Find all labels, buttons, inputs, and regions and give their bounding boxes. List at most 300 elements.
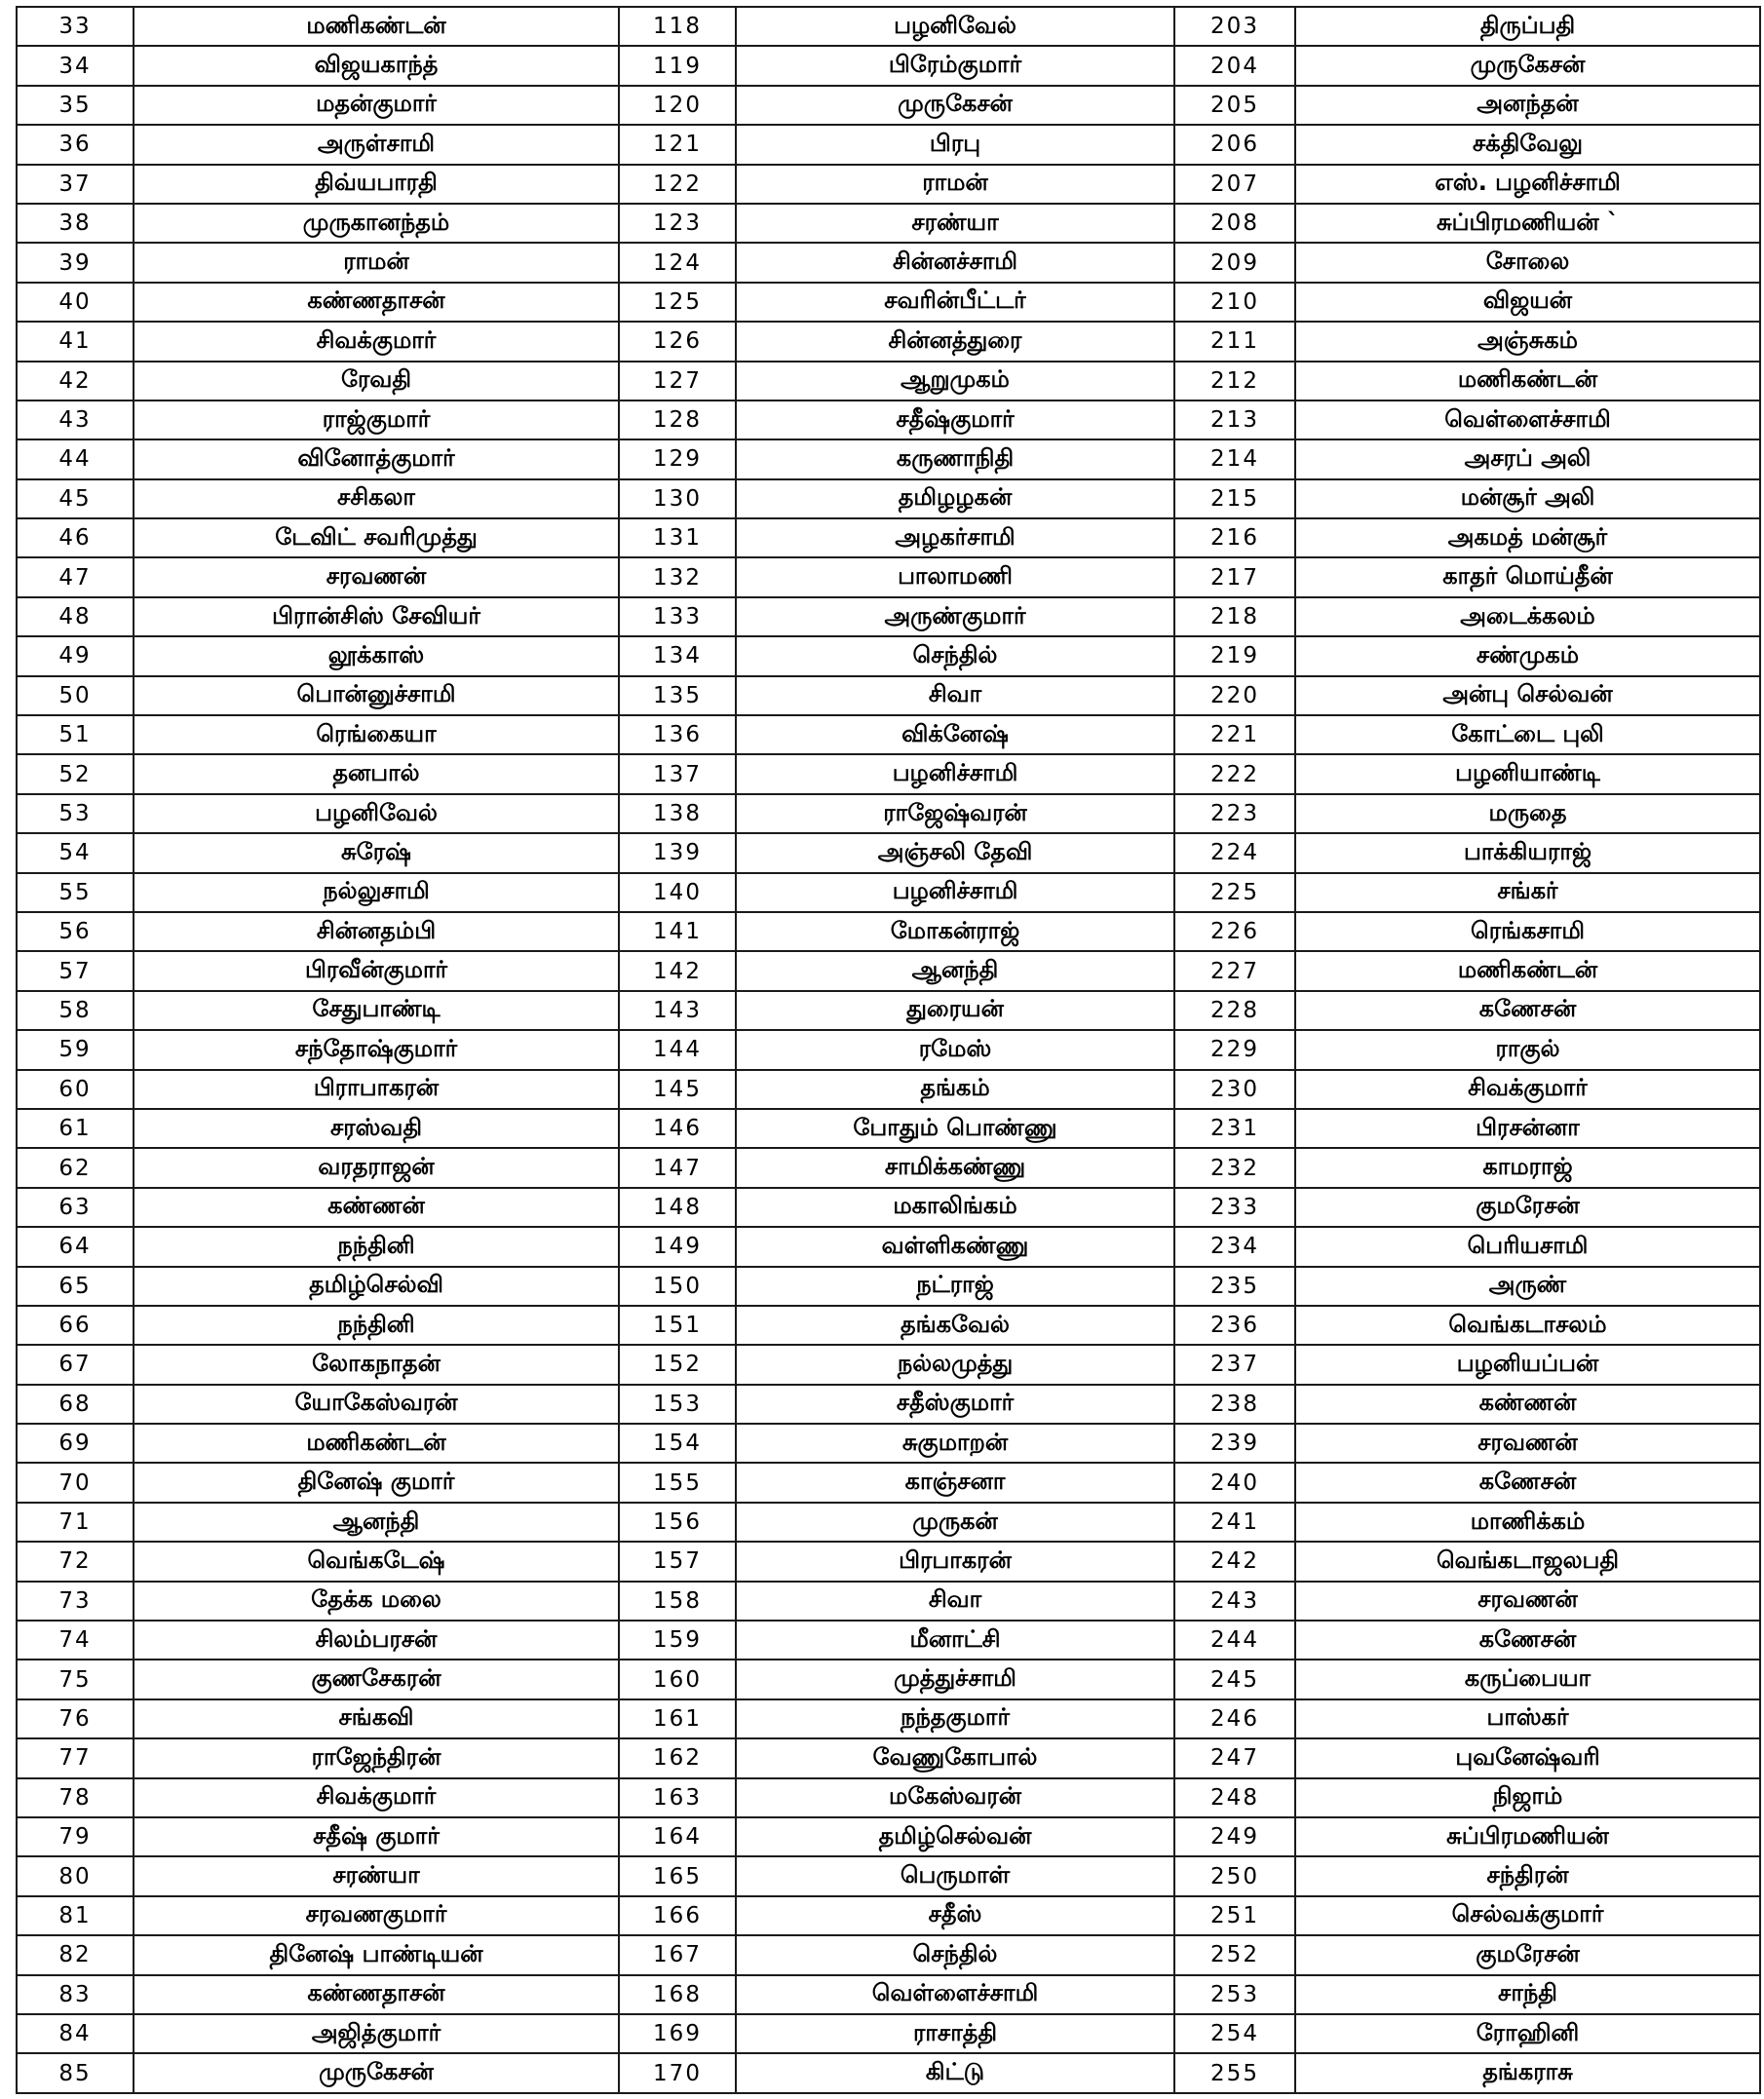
serial-number-cell: 37 [17, 165, 134, 204]
serial-number-cell: 129 [619, 439, 736, 478]
name-cell: ராஜேஷ்வரன் [736, 794, 1174, 833]
serial-number-cell: 55 [17, 873, 134, 912]
serial-number-cell: 228 [1174, 991, 1295, 1030]
name-cell: நல்லமுத்து [736, 1345, 1174, 1384]
table-row [17, 1817, 1760, 1856]
serial-number-cell: 145 [619, 1070, 736, 1109]
name-cell: சுரேஷ் [134, 833, 619, 872]
table-row [17, 794, 1760, 833]
name-cell: மணிகண்டன் [1295, 362, 1760, 401]
name-cell: ராசாத்தி [736, 2014, 1174, 2053]
serial-number-cell: 40 [17, 283, 134, 322]
table-row [17, 1660, 1760, 1698]
table-row [17, 479, 1760, 518]
name-cell: மீனாட்சி [736, 1621, 1174, 1660]
name-cell: எஸ். பழனிச்சாமி [1295, 165, 1760, 204]
name-cell: அகமத் மன்சூர் [1295, 518, 1760, 557]
serial-number-cell: 157 [619, 1542, 736, 1581]
serial-number-cell: 48 [17, 597, 134, 636]
serial-number-cell: 39 [17, 243, 134, 282]
name-cell: பெருமாள் [736, 1856, 1174, 1895]
serial-number-cell: 33 [17, 7, 134, 46]
table-row [17, 636, 1760, 675]
table-row [17, 518, 1760, 557]
name-cell: முத்துச்சாமி [736, 1660, 1174, 1698]
name-cell: கணேசன் [1295, 991, 1760, 1030]
serial-number-cell: 206 [1174, 125, 1295, 164]
serial-number-cell: 235 [1174, 1267, 1295, 1306]
name-cell: கண்ணன் [134, 1188, 619, 1227]
name-cell: திருப்பதி [1295, 7, 1760, 46]
serial-number-cell: 208 [1174, 204, 1295, 243]
serial-number-cell: 62 [17, 1148, 134, 1187]
name-cell: தமிழழகன் [736, 479, 1174, 518]
serial-number-cell: 167 [619, 1935, 736, 1974]
table-row [17, 1070, 1760, 1109]
name-cell: அஞ்சலி தேவி [736, 833, 1174, 872]
table-row [17, 1148, 1760, 1187]
serial-number-cell: 138 [619, 794, 736, 833]
serial-number-cell: 159 [619, 1621, 736, 1660]
serial-number-cell: 166 [619, 1896, 736, 1935]
serial-number-cell: 142 [619, 951, 736, 990]
serial-number-cell: 205 [1174, 86, 1295, 125]
serial-number-cell: 222 [1174, 754, 1295, 793]
serial-number-cell: 156 [619, 1503, 736, 1542]
table-row [17, 1463, 1760, 1502]
table-row [17, 833, 1760, 872]
name-cell: பிரேம்குமார் [736, 46, 1174, 85]
name-cell: மாணிக்கம் [1295, 1503, 1760, 1542]
name-cell: முருகானந்தம் [134, 204, 619, 243]
serial-number-cell: 34 [17, 46, 134, 85]
name-cell: அசரப் அலி [1295, 439, 1760, 478]
serial-number-cell: 56 [17, 912, 134, 951]
serial-number-cell: 128 [619, 401, 736, 439]
table-row [17, 125, 1760, 164]
name-cell: பிரசன்னா [1295, 1109, 1760, 1148]
name-cell: ரெங்கசாமி [1295, 912, 1760, 951]
name-cell: கண்ணன் [1295, 1385, 1760, 1424]
name-cell: முருகேசன் [1295, 46, 1760, 85]
serial-number-cell: 211 [1174, 322, 1295, 361]
serial-number-cell: 249 [1174, 1817, 1295, 1856]
name-cell: முருகன் [736, 1503, 1174, 1542]
name-cell: சங்கவி [134, 1699, 619, 1738]
serial-number-cell: 122 [619, 165, 736, 204]
table-body [17, 7, 1760, 2093]
serial-number-cell: 243 [1174, 1582, 1295, 1621]
name-cell: லூக்காஸ் [134, 636, 619, 675]
serial-number-cell: 41 [17, 322, 134, 361]
serial-number-cell: 242 [1174, 1542, 1295, 1581]
serial-number-cell: 127 [619, 362, 736, 401]
name-cell: பழனியப்பன் [1295, 1345, 1760, 1384]
serial-number-cell: 134 [619, 636, 736, 675]
serial-number-cell: 69 [17, 1424, 134, 1463]
serial-number-cell: 60 [17, 1070, 134, 1109]
serial-number-cell: 66 [17, 1306, 134, 1345]
name-cell: கருணாநிதி [736, 439, 1174, 478]
serial-number-cell: 212 [1174, 362, 1295, 401]
table-row [17, 951, 1760, 990]
serial-number-cell: 36 [17, 125, 134, 164]
name-cell: சுப்பிரமணியன் [1295, 1817, 1760, 1856]
serial-number-cell: 125 [619, 283, 736, 322]
name-cell: சரண்யா [736, 204, 1174, 243]
serial-number-cell: 59 [17, 1030, 134, 1069]
serial-number-cell: 221 [1174, 715, 1295, 754]
name-cell: பிரபு [736, 125, 1174, 164]
serial-number-cell: 236 [1174, 1306, 1295, 1345]
serial-number-cell: 158 [619, 1582, 736, 1621]
name-cell: தினேஷ் குமார் [134, 1463, 619, 1502]
serial-number-cell: 124 [619, 243, 736, 282]
serial-number-cell: 46 [17, 518, 134, 557]
serial-number-cell: 203 [1174, 7, 1295, 46]
serial-number-cell: 133 [619, 597, 736, 636]
table-row [17, 597, 1760, 636]
serial-number-cell: 150 [619, 1267, 736, 1306]
serial-number-cell: 244 [1174, 1621, 1295, 1660]
name-cell: ராமன் [736, 165, 1174, 204]
table-row [17, 1503, 1760, 1542]
serial-number-cell: 204 [1174, 46, 1295, 85]
name-cell: பிரான்சிஸ் சேவியர் [134, 597, 619, 636]
serial-number-cell: 76 [17, 1699, 134, 1738]
table-row [17, 204, 1760, 243]
serial-number-cell: 169 [619, 2014, 736, 2053]
name-cell: யோகேஸ்வரன் [134, 1385, 619, 1424]
name-cell: வெள்ளைச்சாமி [736, 1975, 1174, 2014]
name-cell: நட்ராஜ் [736, 1267, 1174, 1306]
table-row [17, 557, 1760, 596]
table-row [17, 46, 1760, 85]
name-cell: சக்திவேலு [1295, 125, 1760, 164]
serial-number-cell: 70 [17, 1463, 134, 1502]
name-cell: சின்னதம்பி [134, 912, 619, 951]
name-cell: முருகேசன் [736, 86, 1174, 125]
name-cell: அருள்சாமி [134, 125, 619, 164]
serial-number-cell: 210 [1174, 283, 1295, 322]
serial-number-cell: 220 [1174, 676, 1295, 715]
serial-number-cell: 218 [1174, 597, 1295, 636]
name-cell: வேணுகோபால் [736, 1738, 1174, 1777]
serial-number-cell: 165 [619, 1856, 736, 1895]
name-cell: சாந்தி [1295, 1975, 1760, 2014]
name-cell: ரமேஸ் [736, 1030, 1174, 1069]
table-row [17, 1385, 1760, 1424]
name-cell: கணேசன் [1295, 1621, 1760, 1660]
serial-number-cell: 241 [1174, 1503, 1295, 1542]
serial-number-cell: 80 [17, 1856, 134, 1895]
serial-number-cell: 123 [619, 204, 736, 243]
name-cell: மன்சூர் அலி [1295, 479, 1760, 518]
serial-number-cell: 120 [619, 86, 736, 125]
table-row [17, 1975, 1760, 2014]
serial-number-cell: 44 [17, 439, 134, 478]
name-cell: காஞ்சனா [736, 1463, 1174, 1502]
name-cell: மருதை [1295, 794, 1760, 833]
serial-number-cell: 232 [1174, 1148, 1295, 1187]
serial-number-cell: 154 [619, 1424, 736, 1463]
serial-number-cell: 54 [17, 833, 134, 872]
table-row [17, 86, 1760, 125]
table-row [17, 1345, 1760, 1384]
serial-number-cell: 81 [17, 1896, 134, 1935]
name-list-table [16, 6, 1761, 2094]
name-cell: சரவணன் [1295, 1582, 1760, 1621]
serial-number-cell: 164 [619, 1817, 736, 1856]
serial-number-cell: 57 [17, 951, 134, 990]
serial-number-cell: 151 [619, 1306, 736, 1345]
serial-number-cell: 246 [1174, 1699, 1295, 1738]
name-cell: துரையன் [736, 991, 1174, 1030]
serial-number-cell: 72 [17, 1542, 134, 1581]
name-cell: தினேஷ் பாண்டியன் [134, 1935, 619, 1974]
table-row [17, 322, 1760, 361]
serial-number-cell: 160 [619, 1660, 736, 1698]
serial-number-cell: 214 [1174, 439, 1295, 478]
table-row [17, 1621, 1760, 1660]
name-cell: சதீஸ்குமார் [736, 1385, 1174, 1424]
table-row [17, 1109, 1760, 1148]
serial-number-cell: 146 [619, 1109, 736, 1148]
serial-number-cell: 35 [17, 86, 134, 125]
name-cell: கோட்டை புலி [1295, 715, 1760, 754]
serial-number-cell: 213 [1174, 401, 1295, 439]
table-row [17, 1267, 1760, 1306]
serial-number-cell: 65 [17, 1267, 134, 1306]
name-cell: செந்தில் [736, 636, 1174, 675]
name-cell: தங்கம் [736, 1070, 1174, 1109]
name-cell: கிட்டு [736, 2053, 1174, 2092]
name-cell: வரதராஜன் [134, 1148, 619, 1187]
serial-number-cell: 50 [17, 676, 134, 715]
table-row [17, 1856, 1760, 1895]
serial-number-cell: 234 [1174, 1227, 1295, 1266]
name-cell: புவனேஷ்வரி [1295, 1738, 1760, 1777]
serial-number-cell: 47 [17, 557, 134, 596]
name-cell: அழகர்சாமி [736, 518, 1174, 557]
name-cell: நந்தகுமார் [736, 1699, 1174, 1738]
name-cell: ரெங்கையா [134, 715, 619, 754]
name-cell: சிவக்குமார் [134, 1778, 619, 1817]
name-cell: சரவணன் [134, 557, 619, 596]
table-row [17, 1306, 1760, 1345]
name-cell: விக்னேஷ் [736, 715, 1174, 754]
name-cell: சேதுபாண்டி [134, 991, 619, 1030]
serial-number-cell: 63 [17, 1188, 134, 1227]
name-cell: சிலம்பரசன் [134, 1621, 619, 1660]
name-cell: வெங்கடாசலம் [1295, 1306, 1760, 1345]
serial-number-cell: 68 [17, 1385, 134, 1424]
table-row [17, 912, 1760, 951]
table-row [17, 754, 1760, 793]
serial-number-cell: 52 [17, 754, 134, 793]
table-row [17, 7, 1760, 46]
name-cell: ஆறுமுகம் [736, 362, 1174, 401]
name-cell: அஞ்சுகம் [1295, 322, 1760, 361]
name-cell: குமரேசன் [1295, 1188, 1760, 1227]
name-cell: பழனிவேல் [134, 794, 619, 833]
name-cell: சுப்பிரமணியன் ` [1295, 204, 1760, 243]
name-cell: சதீஸ் [736, 1896, 1174, 1935]
table-row [17, 243, 1760, 282]
serial-number-cell: 82 [17, 1935, 134, 1974]
name-cell: சிவக்குமார் [1295, 1070, 1760, 1109]
serial-number-cell: 61 [17, 1109, 134, 1148]
name-cell: நல்லுசாமி [134, 873, 619, 912]
serial-number-cell: 83 [17, 1975, 134, 2014]
table-row [17, 1896, 1760, 1935]
serial-number-cell: 132 [619, 557, 736, 596]
name-cell: ராஜேந்திரன் [134, 1738, 619, 1777]
name-cell: சரஸ்வதி [134, 1109, 619, 1148]
name-cell: அனந்தன் [1295, 86, 1760, 125]
serial-number-cell: 143 [619, 991, 736, 1030]
name-cell: அருண்குமார் [736, 597, 1174, 636]
name-cell: ரோஹினி [1295, 2014, 1760, 2053]
table-row [17, 2014, 1760, 2053]
serial-number-cell: 126 [619, 322, 736, 361]
name-cell: சந்திரன் [1295, 1856, 1760, 1895]
table-row [17, 1738, 1760, 1777]
name-cell: கண்ணதாசன் [134, 283, 619, 322]
serial-number-cell: 230 [1174, 1070, 1295, 1109]
table-row [17, 873, 1760, 912]
name-cell: மணிகண்டன் [1295, 951, 1760, 990]
serial-number-cell: 49 [17, 636, 134, 675]
serial-number-cell: 207 [1174, 165, 1295, 204]
name-cell: வெங்கடேஷ் [134, 1542, 619, 1581]
serial-number-cell: 168 [619, 1975, 736, 2014]
name-cell: திவ்யபாரதி [134, 165, 619, 204]
serial-number-cell: 216 [1174, 518, 1295, 557]
serial-number-cell: 231 [1174, 1109, 1295, 1148]
serial-number-cell: 149 [619, 1227, 736, 1266]
name-cell: கருப்பையா [1295, 1660, 1760, 1698]
table-row [17, 401, 1760, 439]
serial-number-cell: 226 [1174, 912, 1295, 951]
serial-number-cell: 84 [17, 2014, 134, 2053]
serial-number-cell: 215 [1174, 479, 1295, 518]
name-cell: சின்னத்துரை [736, 322, 1174, 361]
name-cell: பழனிச்சாமி [736, 754, 1174, 793]
serial-number-cell: 85 [17, 2053, 134, 2092]
name-cell: காதர் மொய்தீன் [1295, 557, 1760, 596]
name-cell: அஜித்குமார் [134, 2014, 619, 2053]
serial-number-cell: 161 [619, 1699, 736, 1738]
name-cell: ராஜ்குமார் [134, 401, 619, 439]
serial-number-cell: 64 [17, 1227, 134, 1266]
name-cell: போதும் பொண்ணு [736, 1109, 1174, 1148]
table-row [17, 1582, 1760, 1621]
name-cell: சரவணன் [1295, 1424, 1760, 1463]
name-cell: சரவணகுமார் [134, 1896, 619, 1935]
serial-number-cell: 155 [619, 1463, 736, 1502]
serial-number-cell: 67 [17, 1345, 134, 1384]
name-cell: பழனிச்சாமி [736, 873, 1174, 912]
name-cell: சவரின்பீட்டர் [736, 283, 1174, 322]
name-cell: சங்கர் [1295, 873, 1760, 912]
name-cell: சண்முகம் [1295, 636, 1760, 675]
name-cell: ஆனந்தி [736, 951, 1174, 990]
serial-number-cell: 148 [619, 1188, 736, 1227]
serial-number-cell: 130 [619, 479, 736, 518]
serial-number-cell: 139 [619, 833, 736, 872]
serial-number-cell: 248 [1174, 1778, 1295, 1817]
serial-number-cell: 73 [17, 1582, 134, 1621]
name-cell: குமரேசன் [1295, 1935, 1760, 1974]
serial-number-cell: 170 [619, 2053, 736, 2092]
table-row [17, 165, 1760, 204]
serial-number-cell: 141 [619, 912, 736, 951]
serial-number-cell: 43 [17, 401, 134, 439]
name-cell: தேக்க மலை [134, 1582, 619, 1621]
name-cell: தமிழ்செல்வன் [736, 1817, 1174, 1856]
table-row [17, 1542, 1760, 1581]
name-cell: ரேவதி [134, 362, 619, 401]
serial-number-cell: 137 [619, 754, 736, 793]
table-row [17, 1778, 1760, 1817]
name-cell: சோலை [1295, 243, 1760, 282]
table-row [17, 1188, 1760, 1227]
serial-number-cell: 217 [1174, 557, 1295, 596]
name-list-sheet [16, 6, 1759, 2095]
name-cell: ராமன் [134, 243, 619, 282]
serial-number-cell: 252 [1174, 1935, 1295, 1974]
name-cell: சின்னச்சாமி [736, 243, 1174, 282]
name-cell: பெரியசாமி [1295, 1227, 1760, 1266]
name-cell: நந்தினி [134, 1227, 619, 1266]
name-cell: விஜயகாந்த் [134, 46, 619, 85]
name-cell: பிரபாகரன் [736, 1542, 1174, 1581]
name-cell: சிவா [736, 676, 1174, 715]
serial-number-cell: 119 [619, 46, 736, 85]
serial-number-cell: 147 [619, 1148, 736, 1187]
name-cell: வள்ளிகண்ணு [736, 1227, 1174, 1266]
table-row [17, 439, 1760, 478]
name-cell: மோகன்ராஜ் [736, 912, 1174, 951]
serial-number-cell: 53 [17, 794, 134, 833]
serial-number-cell: 152 [619, 1345, 736, 1384]
serial-number-cell: 245 [1174, 1660, 1295, 1698]
table-row [17, 1227, 1760, 1266]
serial-number-cell: 135 [619, 676, 736, 715]
name-cell: தங்கராசு [1295, 2053, 1760, 2092]
serial-number-cell: 79 [17, 1817, 134, 1856]
serial-number-cell: 140 [619, 873, 736, 912]
serial-number-cell: 78 [17, 1778, 134, 1817]
serial-number-cell: 75 [17, 1660, 134, 1698]
name-cell: செல்வக்குமார் [1295, 1896, 1760, 1935]
name-cell: சுகுமாறன் [736, 1424, 1174, 1463]
name-cell: சரண்யா [134, 1856, 619, 1895]
name-cell: பாலாமணி [736, 557, 1174, 596]
table-row [17, 991, 1760, 1030]
name-cell: மகேஸ்வரன் [736, 1778, 1174, 1817]
table-row [17, 1424, 1760, 1463]
serial-number-cell: 223 [1174, 794, 1295, 833]
name-cell: வினோத்குமார் [134, 439, 619, 478]
serial-number-cell: 224 [1174, 833, 1295, 872]
serial-number-cell: 74 [17, 1621, 134, 1660]
table-row [17, 1699, 1760, 1738]
serial-number-cell: 136 [619, 715, 736, 754]
serial-number-cell: 42 [17, 362, 134, 401]
serial-number-cell: 77 [17, 1738, 134, 1777]
